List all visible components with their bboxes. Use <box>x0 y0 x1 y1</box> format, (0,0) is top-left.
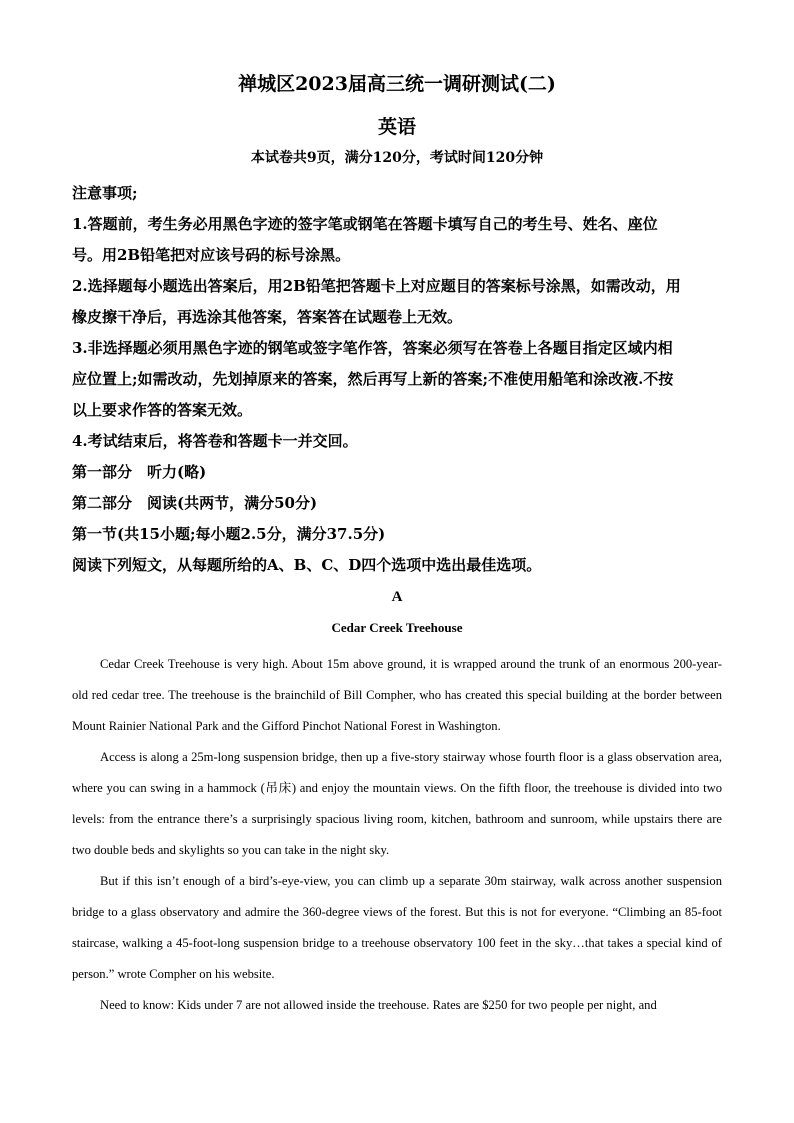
instruction-item-2-line-1: 2.选择题每小题选出答案后，用2B铅笔把答题卡上对应题目的答案标号涂黑，如需改动，用 <box>72 277 681 295</box>
part-2-heading: 第二部分 阅读(共两节，满分50分) <box>72 494 318 512</box>
instructions-block <box>72 178 724 581</box>
instruction-item-1-line-1: 1.答题前，考生务必用黑色字迹的签字笔或钢笔在答题卡填写自己的考生号、姓名、座位 <box>72 215 658 233</box>
instruction-item-2-line-2: 橡皮擦干净后，再选涂其他答案，答案答在试题卷上无效。 <box>72 308 463 326</box>
passage-body <box>72 649 722 1021</box>
instruction-item-3-line-1: 3.非选择题必须用黑色字迹的钢笔或签字笔作答，答案必须写在答卷上各题目指定区域内相 <box>72 339 673 357</box>
passage-title: Cedar Creek Treehouse <box>331 620 463 635</box>
subject-title: 英语 <box>377 116 416 138</box>
part-1-heading: 第一部分 听力(略) <box>72 463 207 481</box>
exam-title: 禅城区2023届高三统一调研测试(二) <box>238 73 556 95</box>
passage-paragraph-2: Access is along a 25m-long suspension bridge, then up a five-story stairway whose fourth floor is a glass observation area, where you can swing in a hammock (吊床) and enjoy the mountain views. On the fifth floor, the treehouse is divided into two levels: from the entrance there’s a surprisingly spacious living room, kitchen, bathroom and sunroom, while upstairs there are two double beds and skylights so you can take in the night sky. <box>72 750 722 857</box>
instruction-item-4: 4.考试结束后，将答卷和答题卡一并交回。 <box>72 432 358 450</box>
passage-letter: A <box>391 589 403 605</box>
passage-paragraph-4: Need to know: Kids under 7 are not allowed inside the treehouse. Rates are $250 for two people per night, and <box>100 998 657 1012</box>
instruction-item-1-line-2: 号。用2B铅笔把对应该号码的标号涂黑。 <box>72 246 351 264</box>
reading-direction: 阅读下列短文，从每题所给的A、B、C、D四个选项中选出最佳选项。 <box>72 556 542 574</box>
passage-paragraph-1: Cedar Creek Treehouse is very high. About 15m above ground, it is wrapped around the trunk of an enormous 200-year-old red cedar tree. The treehouse is the brainchild of Bill Compher, who has created this special building at the border between Mount Rainier National Park and the Gifford Pinchot National Forest in Washington. <box>72 657 722 733</box>
instructions-heading: 注意事项; <box>72 184 138 202</box>
exam-info: 本试卷共9页，满分120分，考试时间120分钟 <box>250 150 544 166</box>
section-1-heading: 第一节(共15小题;每小题2.5分，满分37.5分) <box>72 525 386 543</box>
instruction-item-3-line-2: 应位置上;如需改动，先划掉原来的答案，然后再写上新的答案;不准使用船笔和涂改液.不按 <box>72 370 674 388</box>
instruction-item-3-line-3: 以上要求作答的答案无效。 <box>72 401 253 419</box>
passage-paragraph-3: But if this isn’t enough of a bird’s-eye-view, you can climb up a separate 30m stairway, walk across another suspension bridge to a glass observatory and admire the 360-degree views of the forest. But this is not for everyone. “Climbing an 85-foot staircase, walking a 45-foot-long suspension bridge to a treehouse observatory 100 feet in the sky…that takes a special kind of person.” wrote Compher on his website. <box>72 874 722 981</box>
